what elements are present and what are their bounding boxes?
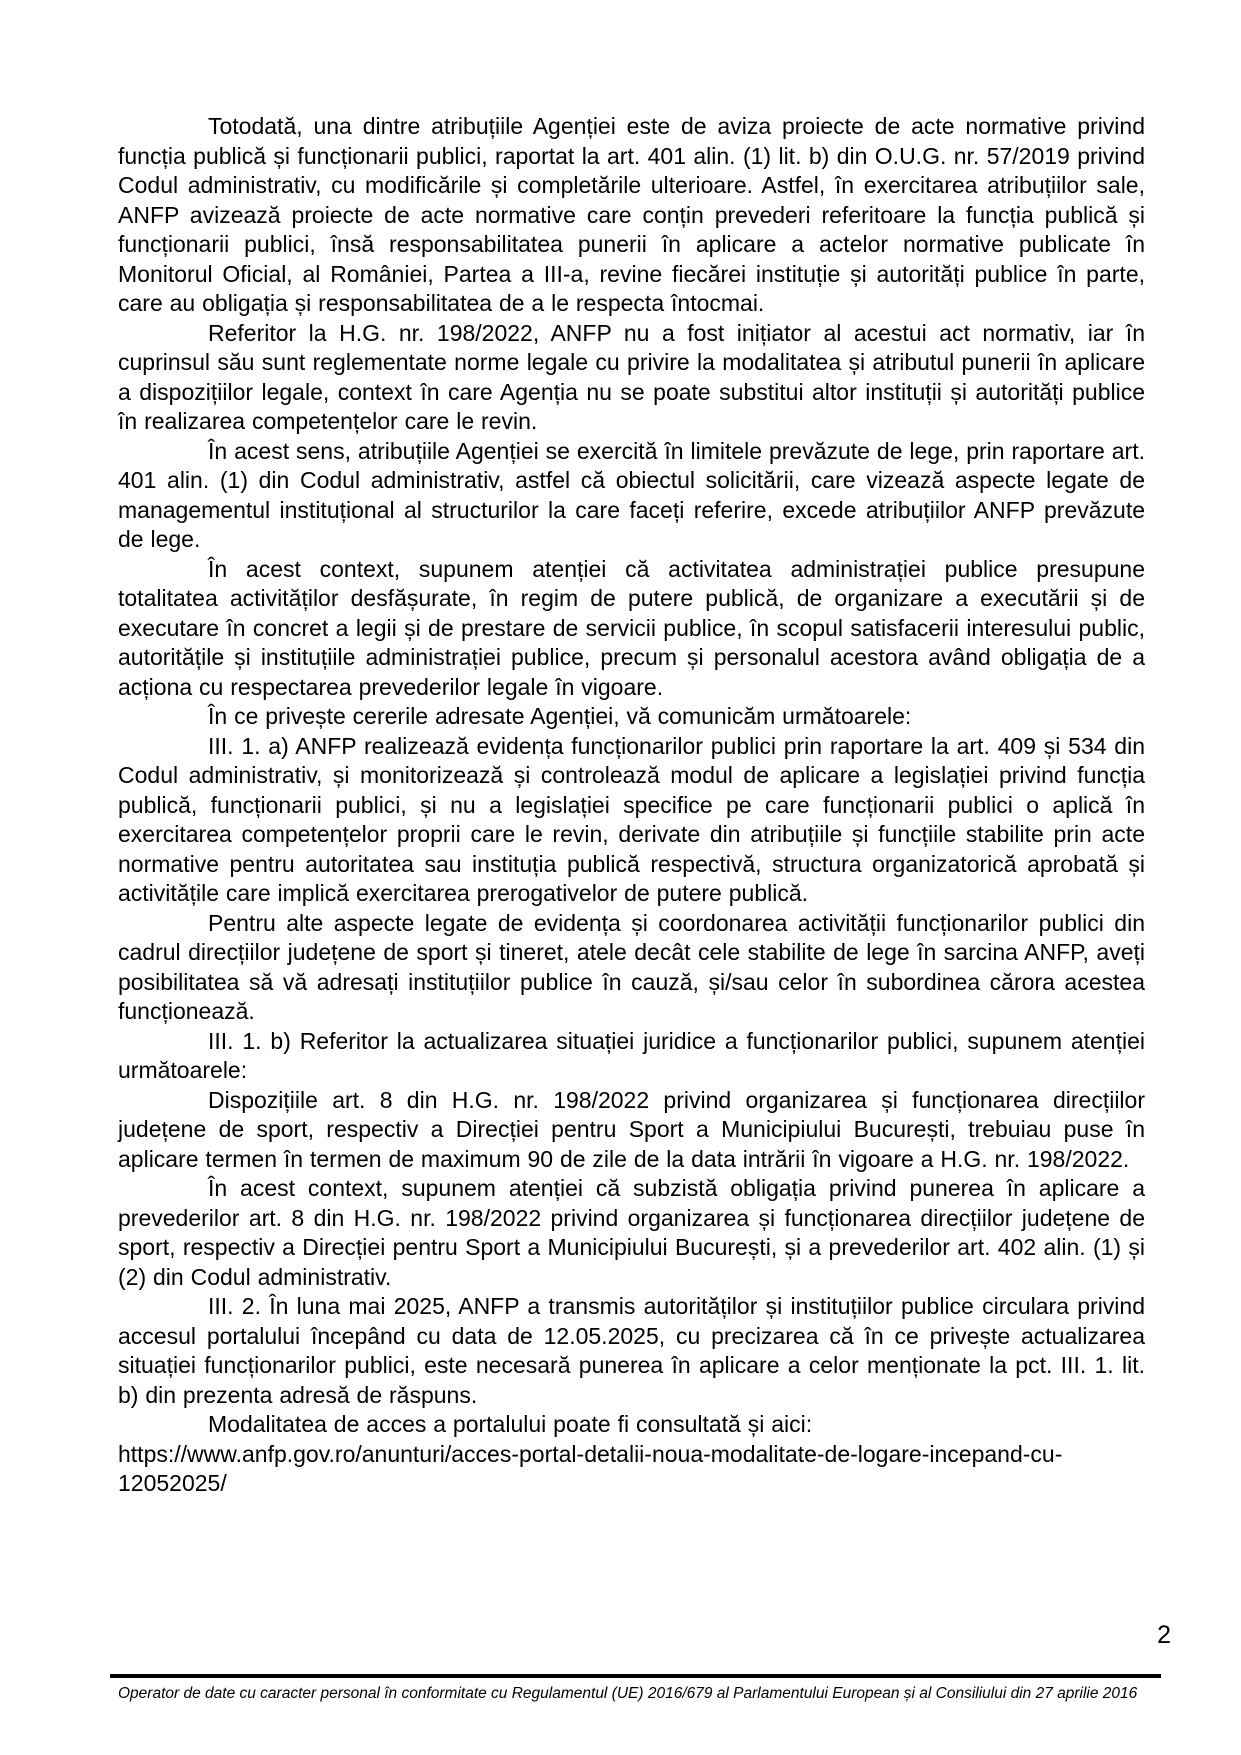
paragraph-9: Dispozițiile art. 8 din H.G. nr. 198/2022 privind organizarea și funcționarea direcțiilor județene de sport, respectiv a Direcției pentru Sport a Municipiului București, trebuiau puse în aplicare termen în termen de maximum 90 de zile de la data intrării în vigoare a H.G. nr. 198/2022. xyxy=(118,1086,1145,1172)
footer-divider xyxy=(110,1674,1161,1678)
paragraph-4: În acest context, supunem atenției că activitatea administrației publice presupune totalitatea activităților desfășurate, în regim de putere publică, de organizare a executării și de executare în concret a legii și de prestare de servicii publice, în scopul satisfacerii interesului public, autoritățile și instituțiile administrației publice, precum și personalul acestora având obligația de a acționa cu respectarea prevederilor legale în vigoare. xyxy=(118,555,1145,700)
footer-gdpr-note: Operator de date cu caracter personal în conformitate cu Regulamentul (UE) 2016/679 al Parlamentului European și al Consiliului din 27 aprilie 2016 xyxy=(118,1685,1138,1702)
paragraph-8: III. 1. b) Referitor la actualizarea situației juridice a funcționarilor publici, supunem atenției următoarele: xyxy=(118,1027,1145,1083)
paragraph-1: Totodată, una dintre atribuțiile Agenției este de aviza proiecte de acte normative privind funcția publică și funcționarii publici, raportat la art. 401 alin. (1) lit. b) din O.U.G. nr. 57/2019 privind Codul administrativ, cu modificările și completările ulterioare. Astfel, în exercitarea atribuțiilor sale, ANFP avizează proiecte de acte normative care conțin prevederi referitoare la funcția publică și funcționarii publici, însă responsabilitatea punerii în aplicare a actelor normative publicate în Monitorul Oficial, al României, Partea a III-a, revine fiecărei instituție și autorități publice în parte, care au obligația și responsabilitatea de a le respecta întocmai. xyxy=(118,113,1145,316)
paragraph-2: Referitor la H.G. nr. 198/2022, ANFP nu a fost inițiator al acestui act normativ, iar în cuprinsul său sunt reglementate norme legale cu privire la modalitatea și atributul punerii în aplicare a dispozițiilor legale, context în care Agenția nu se poate substitui altor instituții și autorități publice în realizarea competențelor care le revin. xyxy=(118,319,1145,434)
paragraph-12: Modalitatea de acces a portalului poate fi consultată și aici: xyxy=(208,1411,813,1437)
portal-url-link[interactable]: https://www.anfp.gov.ro/anunturi/acces-portal-detalii-noua-modalitate-de-logare-incepand-cu-12052025/ xyxy=(118,1440,1063,1496)
paragraph-6: III. 1. a) ANFP realizează evidența funcționarilor publici prin raportare la art. 409 și 534 din Codul administrativ, și monitorizează și controlează modul de aplicare a legislației privind funcția publică, funcționarii publici, și nu a legislației specifice pe care funcționarii publici o aplică în exercitarea competențelor proprii care le revin, derivate din atribuțiile și funcțiile stabilite prin acte normative pentru autoritatea sau instituția publică respectivă, structura organizatorică aprobată și activitățile care implică exercitarea prerogativelor de putere publică. xyxy=(118,732,1145,906)
document-body xyxy=(118,112,1145,1499)
paragraph-3: În acest sens, atribuțiile Agenției se exercită în limitele prevăzute de lege, prin raportare art. 401 alin. (1) din Codul administrativ, astfel că obiectul solicitării, care vizează aspecte legate de managementul instituțional al structurilor la care faceți referire, excede atribuțiilor ANFP prevăzute de lege. xyxy=(118,437,1145,552)
paragraph-7: Pentru alte aspecte legate de evidența și coordonarea activității funcționarilor publici din cadrul direcțiilor județene de sport și tineret, atele decât cele stabilite de lege în sarcina ANFP, aveți posibilitatea să vă adresați instituțiilor publice în cauză, și/sau celor în subordinea cărora acestea funcționează. xyxy=(118,909,1145,1024)
paragraph-10: În acest context, supunem atenției că subzistă obligația privind punerea în aplicare a prevederilor art. 8 din H.G. nr. 198/2022 privind organizarea și funcționarea direcțiilor județene de sport, respectiv a Direcției pentru Sport a Municipiului București, și a prevederilor art. 402 alin. (1) și (2) din Codul administrativ. xyxy=(118,1175,1145,1290)
paragraph-5: În ce privește cererile adresate Agenției, vă comunicăm următoarele: xyxy=(208,703,912,729)
paragraph-11: III. 2. În luna mai 2025, ANFP a transmis autorităților și instituțiilor publice circulara privind accesul portalului începând cu data de 12.05.2025, cu precizarea că în ce privește actualizarea situației funcționarilor publici, este necesară punerea în aplicare a celor menționate la pct. III. 1. lit. b) din prezenta adresă de răspuns. xyxy=(118,1293,1145,1408)
page-number: 2 xyxy=(1157,1621,1171,1649)
